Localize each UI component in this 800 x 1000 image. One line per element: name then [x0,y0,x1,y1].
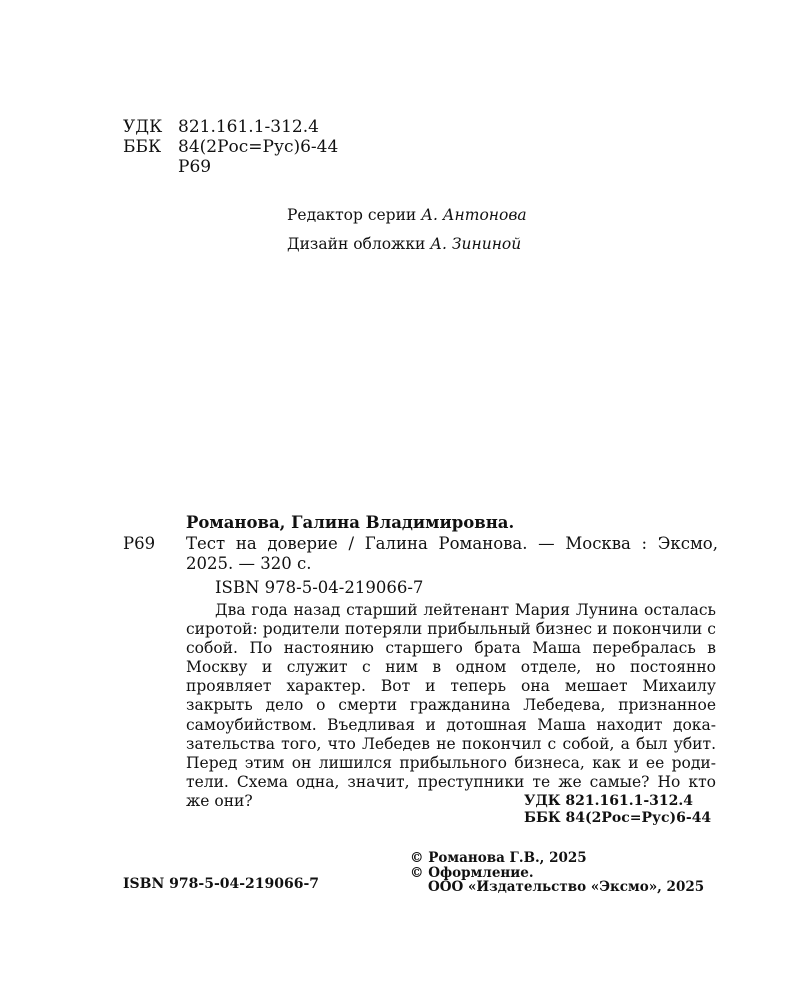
author-mark: Р69 [178,157,212,177]
publisher-line: ООО «Издательство «Эксмо», 2025 [428,879,705,895]
designer-label: Дизайн обложки [287,235,426,253]
copyright-author: © Романова Г.В., 2025 [410,850,587,866]
copyright-block [410,851,704,895]
record-bbk: ББК 84(2Рос=Рус)6-44 [524,810,712,826]
record-mark: Р69 [123,534,156,553]
udk-row [123,117,338,137]
footer-isbn: ISBN 978-5-04-219066-7 [123,876,320,892]
editor-credit [287,206,527,225]
annotation: Два года назад старший лейтенант Мария Лунина осталась сиротой: родители потеряли прибыльный бизнес и покончили с собой. По настоянию старшего брата Маша перебралась в Москву и служит с ним в одном отделе, но постоянно проявляет характер. Вот и теперь она мешает Михаилу закрыть дело о смерти гражданина Лебедева, признанное самоубийством. Въедливая и дотошная Маша находит доказательства того, что Лебедев не покончил с собой, а был убит. Перед этим он лишился прибыльного бизнеса, как и ее родители. Схема одна, значит, преступники те же самые? Но кто же они? [186,601,716,810]
record-udk: УДК 821.161.1-312.4 [524,793,694,809]
bbk-label: ББК [123,137,162,157]
udk-value: 821.161.1-312.4 [178,117,319,137]
title-line: Тест на доверие / Галина Романова. — Москва : Эксмо, 2025. — 320 с. [186,534,718,573]
author-mark-row [123,157,338,177]
designer-name: А. Зининой [430,235,522,253]
editor-name: А. Антонова [421,206,527,224]
designer-credit [287,235,521,254]
udk-label: УДК [123,117,163,137]
classification-block [123,117,338,177]
copyright-design: © Оформление. [410,864,534,881]
bbk-row [123,137,338,157]
author-heading: Романова, Галина Владимировна. [186,513,515,532]
bbk-value: 84(2Рос=Рус)6-44 [178,137,339,157]
record-isbn: ISBN 978-5-04-219066-7 [215,578,424,597]
editor-label: Редактор серии [287,206,417,224]
